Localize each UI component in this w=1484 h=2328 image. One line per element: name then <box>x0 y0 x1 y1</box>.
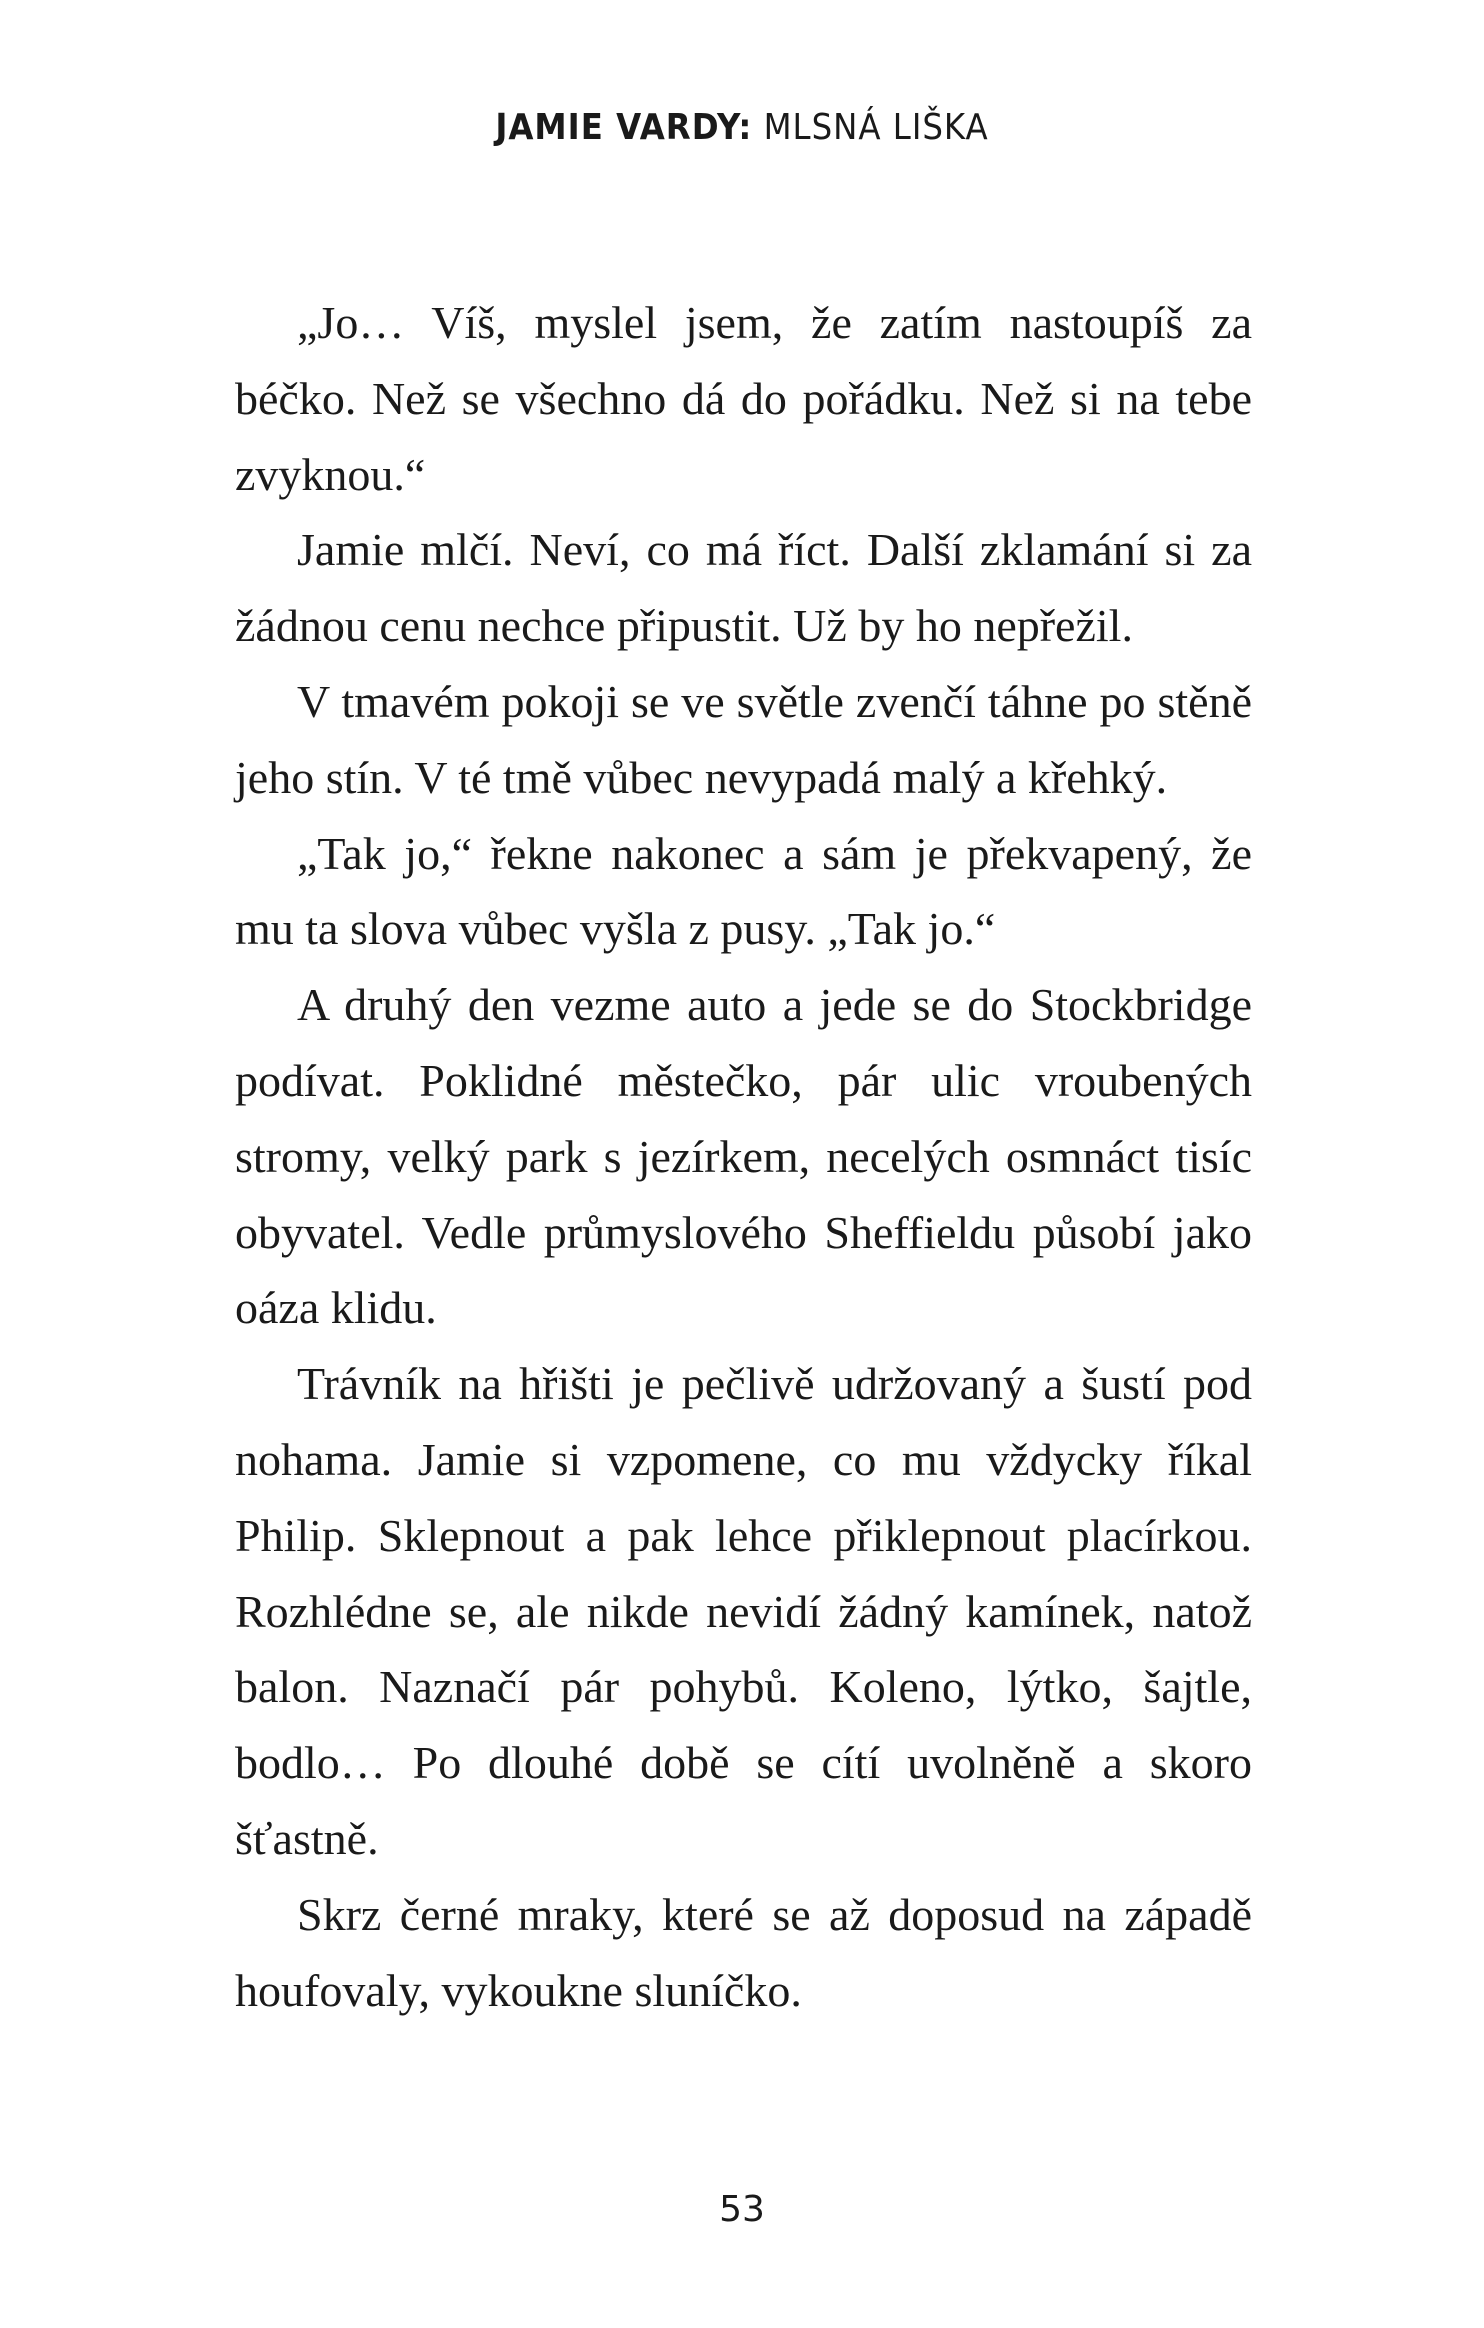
paragraph: Skrz černé mraky, které se až doposud na západě houfovaly, vykoukne sluníčko. <box>235 1888 1252 2016</box>
paragraph: V tmavém pokoji se ve světle zvenčí táhne po stěně jeho stín. V té tmě vůbec nevypadá malý a křehký. <box>235 675 1252 803</box>
running-head-title: MLSNÁ LIŠKA <box>763 107 989 148</box>
running-head <box>0 108 1484 148</box>
paragraph: „Jo… Víš, myslel jsem, že zatím nastoupíš za béčko. Než se všechno dá do pořádku. Než si na tebe zvyknou.“ <box>235 297 1252 500</box>
paragraph: Trávník na hřišti je pečlivě udržovaný a šustí pod nohama. Jamie si vzpomene, co mu vždycky říkal Philip. Sklepnout a pak lehce přiklepnout placírkou. Rozhlédne se, ale nikde nevidí žádný kamínek, natož balon. Naznačí pár pohybů. Koleno, lýtko, šajtle, bodlo… Po dlouhé době se cítí uvolněně a skoro šťastně. <box>235 1358 1252 1864</box>
body-text <box>235 285 1252 2028</box>
paragraph: Jamie mlčí. Neví, co má říct. Další zklamání si za žádnou cenu nechce připustit. Už by ho nepřežil. <box>235 524 1252 652</box>
running-head-author: JAMIE VARDY: <box>495 107 753 148</box>
page-number: 53 <box>719 2189 765 2230</box>
paragraph: A druhý den vezme auto a jede se do Stockbridge podívat. Poklidné městečko, pár ulic vroubených stromy, velký park s jezírkem, necelých osmnáct tisíc obyvatel. Vedle průmyslového Sheffieldu působí jako oáza klidu. <box>235 979 1252 1334</box>
paragraph: „Tak jo,“ řekne nakonec a sám je překvapený, že mu ta slova vůbec vyšla z pusy. „Tak jo.“ <box>235 827 1252 955</box>
